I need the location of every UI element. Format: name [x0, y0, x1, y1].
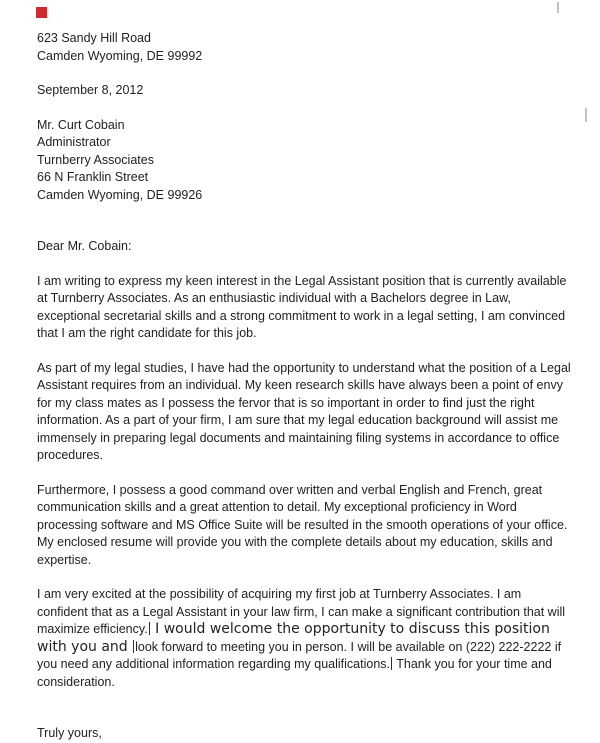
letter-content: [37, 30, 572, 743]
sender-address: [37, 30, 572, 65]
paragraph-text: I would welcome the opportunity to discuss this position with you and: [37, 621, 550, 655]
paragraph-text: As part of my legal studies, I have had the opportunity to understand what the position of a Legal Assistant requires from an individual. My keen research skills have always been a point of envy for my class mates as I possess the fervor that is so important in order to find just the right information. As a part of your firm, I am sure that my legal education background will assist me immensely in preparing legal documents and maintaining filing systems in accordance to office procedures.: [37, 360, 571, 462]
paragraph-text: look forward to meeting you in person. I will be available on (222) 222-2222 if you need any additional information regarding my qualifications.: [37, 639, 562, 671]
caret-mark: [391, 657, 392, 670]
body-paragraph: [37, 482, 572, 570]
body-paragraph: [37, 360, 572, 465]
address-line: Administrator: [37, 135, 111, 149]
paragraph-text: Furthermore, I possess a good command over written and verbal English and French, great communication skills and a great attention to detail. My exceptional proficiency in Word processing software and MS Office Suite will be resulted in the smooth operations of your office. My enclosed resume will provide you with the complete details about my education, skills and expertise.: [37, 482, 568, 567]
body-paragraph: [37, 273, 572, 343]
paragraph-text: Thank you for your time and consideration.: [37, 657, 552, 689]
body-paragraph: [37, 586, 572, 691]
page-corner-mark-right: [585, 108, 587, 122]
address-line: Camden Wyoming, DE 99992: [37, 48, 203, 63]
paragraph-text: I am very excited at the possibility of acquiring my first job at Turnberry Associates. I am confident that as a Legal Assistant in your law firm, I can make a significant contribution that will maximize efficiency.: [37, 587, 566, 636]
address-line: Mr. Curt Cobain: [37, 117, 125, 132]
recipient-address: [37, 117, 572, 205]
caret-mark: [149, 622, 150, 635]
closing: Truly yours,: [37, 726, 102, 740]
letter-date: [37, 82, 572, 100]
address-line: 66 N Franklin Street: [37, 170, 149, 184]
caret-mark: [133, 640, 134, 653]
date-text: September 8, 2012: [37, 83, 144, 97]
address-line: 623 Sandy Hill Road: [37, 31, 151, 45]
letter-body: [37, 273, 572, 692]
red-marker-icon: [36, 7, 47, 18]
address-line: Camden Wyoming, DE 99926: [37, 187, 203, 202]
page-corner-mark-top: [557, 2, 559, 13]
paragraph-text: I am writing to express my keen interest in the Legal Assistant position that is currently available at Turnberry Associates. As an enthusiastic individual with a Bachelors degree in Law, exceptional secretarial skills and a strong commitment to work in a legal setting, I am convinced that I am the right candidate for this job.: [37, 273, 567, 340]
salutation: Dear Mr. Cobain:: [37, 239, 132, 253]
address-line: Turnberry Associates: [37, 152, 154, 167]
